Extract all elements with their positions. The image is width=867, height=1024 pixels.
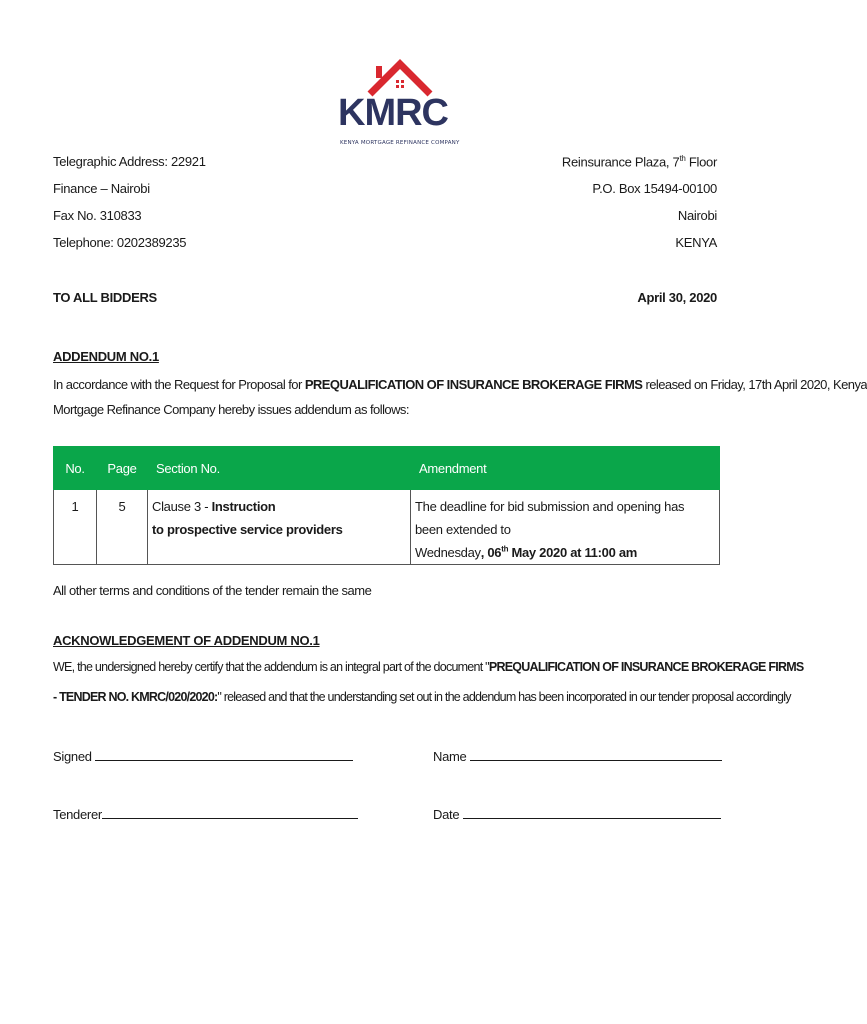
- cell-section: Clause 3 - Instruction to prospective service providers: [148, 490, 411, 565]
- cell-no: 1: [54, 490, 97, 565]
- name-field[interactable]: Name: [433, 748, 722, 765]
- name-line[interactable]: [470, 748, 722, 761]
- table-row: [54, 490, 720, 565]
- acknowledgement-line2: - TENDER NO. KMRC/020/2020:" released and that the understanding set out in the addendum has been incorporated in our tender proposal accordingly: [53, 690, 791, 704]
- other-terms-note: All other terms and conditions of the tender remain the same: [53, 583, 372, 598]
- telephone-number: Telephone: 0202389235: [53, 235, 187, 250]
- finance-address: Finance – Nairobi: [53, 181, 150, 196]
- addendum-intro-line2: Mortgage Refinance Company hereby issues addendum as follows:: [53, 402, 409, 417]
- signed-field[interactable]: Signed: [53, 748, 353, 765]
- kmrc-logo: [336, 58, 460, 150]
- city: Nairobi: [677, 208, 717, 223]
- cell-amendment: The deadline for bid submission and opening has been extended to Wednesday, 06th May 2020 at 11:00 am: [411, 490, 720, 565]
- fax-number: Fax No. 310833: [53, 208, 142, 223]
- header-section: Section No.: [148, 447, 411, 490]
- recipient: TO ALL BIDDERS: [53, 290, 157, 305]
- logo-wordmark: KMRC: [338, 92, 448, 134]
- header-amendment: Amendment: [411, 447, 720, 490]
- office-location: Reinsurance Plaza, 7th Floor: [561, 154, 717, 170]
- date-line[interactable]: [463, 806, 721, 819]
- table-header-row: [54, 447, 720, 490]
- telegraphic-address: Telegraphic Address: 22921: [53, 154, 206, 169]
- addendum-intro: In accordance with the Request for Proposal for PREQUALIFICATION OF INSURANCE BROKERAGE FIRMS released on Friday, 17th April 2020, Kenya: [53, 377, 867, 392]
- amendment-table: [53, 446, 720, 565]
- header-no: No.: [54, 447, 97, 490]
- acknowledgement-line1: WE, the undersigned hereby certify that the addendum is an integral part of the document "PREQUALIFICATION OF INSURANCE BROKERAGE FIRMS: [53, 660, 804, 674]
- tenderer-field[interactable]: Tenderer: [53, 806, 358, 823]
- addendum-heading: ADDENDUM NO.1: [53, 349, 159, 364]
- country: KENYA: [675, 235, 717, 250]
- date-field[interactable]: Date: [433, 806, 721, 823]
- cell-page: 5: [97, 490, 148, 565]
- signed-line[interactable]: [95, 748, 353, 761]
- letter-date: April 30, 2020: [637, 290, 717, 305]
- tenderer-line[interactable]: [102, 806, 358, 819]
- acknowledgement-heading: ACKNOWLEDGEMENT OF ADDENDUM NO.1: [53, 633, 320, 648]
- po-box: P.O. Box 15494-00100: [592, 181, 717, 196]
- header-page: Page: [97, 447, 148, 490]
- logo-subtitle: KENYA MORTGAGE REFINANCE COMPANY: [340, 140, 460, 146]
